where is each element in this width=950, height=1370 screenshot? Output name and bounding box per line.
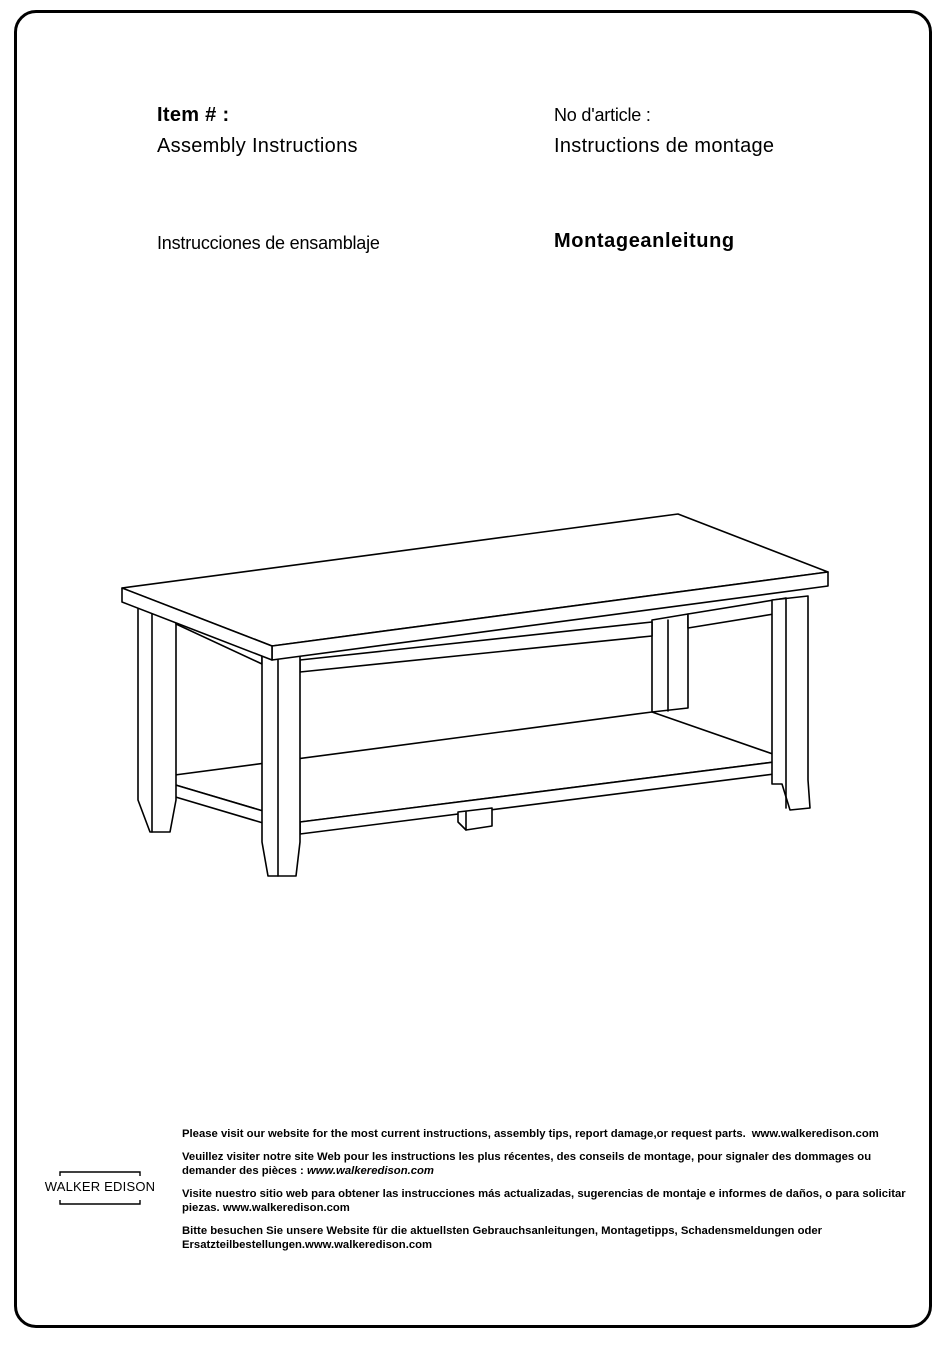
note-german-text: Bitte besuchen Sie unsere Website für die aktuellsten Gebrauchsanleitungen, Montagetipps, Schadensmeldungen oder Ersatzteilbestellungen. [182,1225,823,1251]
website-link-fr[interactable]: www.walkeredison.com [306,1165,434,1177]
website-link-en[interactable]: www.walkeredison.com [751,1128,879,1140]
shelf-center-foot [458,808,492,830]
walker-edison-logo [40,1170,160,1206]
note-french-text: Veuillez visiter notre site Web pour les instructions les plus récentes, des conseils de montage, pour signaler des dommages ou demander des pièces : [182,1151,872,1177]
assembly-instructions-de: Montageanleitung [554,230,735,252]
note-french [182,1150,910,1178]
assembly-instructions-en: Assembly Instructions [157,135,358,157]
item-number-label: Item # : [157,104,230,126]
assembly-instructions-es: Instrucciones de ensamblaje [157,233,380,253]
article-number-label-fr: No d'article : [554,105,651,125]
note-english-text: Please visit our website for the most current instructions, assembly tips, report damage,or request parts. [182,1128,746,1140]
website-notes [182,1127,910,1261]
note-english [182,1127,910,1141]
note-spanish [182,1187,910,1215]
website-link-de[interactable]: www.walkeredison.com [305,1239,433,1251]
back-right-leg [652,614,688,712]
front-right-leg [772,596,810,810]
logo-text: WALKER EDISON [44,1179,156,1194]
note-german [182,1224,910,1252]
coffee-table-illustration [110,505,840,890]
assembly-instructions-fr: Instructions de montage [554,135,775,157]
note-spanish-text: Visite nuestro sitio web para obtener las instrucciones más actualizadas, sugerencias de montaje e informes de daños, o para solicitar piezas. [182,1188,906,1214]
front-corner-leg [262,650,300,876]
front-left-leg [138,605,176,832]
website-link-es[interactable]: www.walkeredison.com [222,1202,350,1214]
